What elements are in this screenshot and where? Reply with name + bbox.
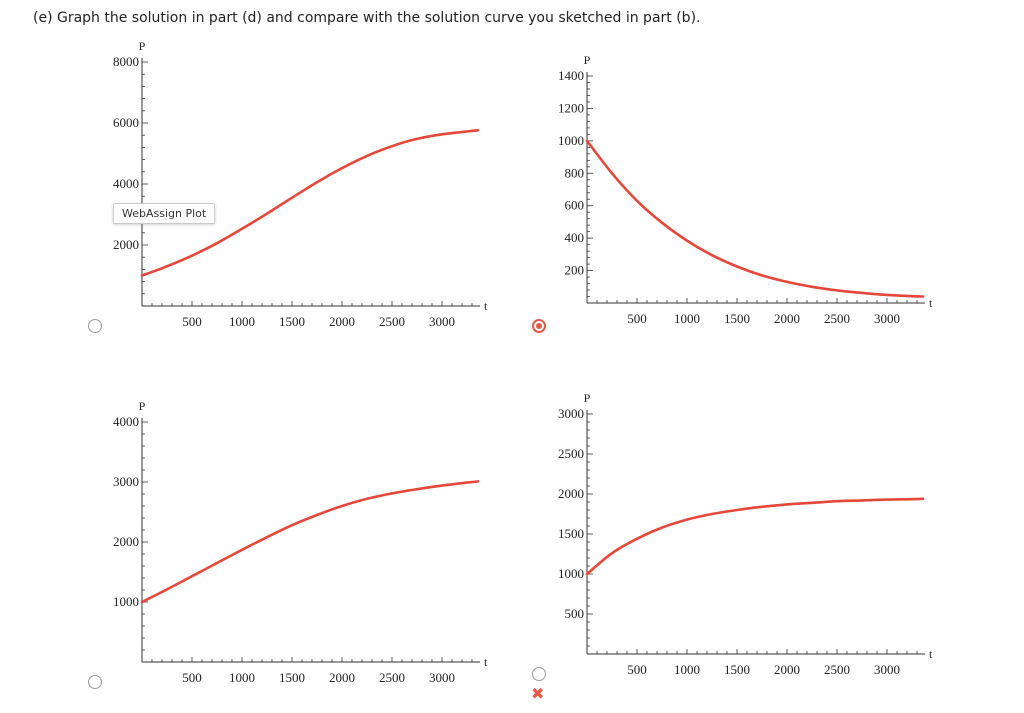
option-a-radio[interactable]: [88, 319, 102, 333]
y-tick-label: 1500: [558, 526, 584, 541]
x-tick-label: 1000: [229, 670, 255, 685]
x-tick-label: 1000: [674, 311, 700, 326]
y-tick-label: 8000: [113, 54, 139, 69]
solution-curve: [587, 499, 923, 574]
x-tick-label: 1000: [674, 662, 700, 677]
x-tick-label: 2500: [824, 662, 850, 677]
y-tick-label: 600: [564, 197, 584, 213]
x-tick-label: 1500: [279, 314, 305, 329]
x-tick-label: 500: [182, 670, 202, 685]
solution-curve: [142, 481, 478, 602]
y-tick-label: 1400: [558, 68, 584, 83]
y-tick-label: 2500: [558, 446, 584, 461]
incorrect-x-icon: ✖: [531, 684, 545, 703]
y-axis-label: P: [583, 391, 591, 405]
x-tick-label: 2500: [824, 311, 850, 326]
x-tick-label: 1000: [229, 314, 255, 329]
y-tick-label: 2000: [558, 486, 584, 501]
x-tick-label: 3000: [874, 662, 900, 677]
x-tick-label: 2000: [329, 670, 355, 685]
y-tick-label: 200: [564, 262, 584, 278]
x-tick-label: 2000: [774, 311, 800, 326]
x-tick-label: 500: [627, 311, 647, 326]
y-tick-label: 2000: [113, 237, 139, 252]
x-tick-label: 500: [627, 662, 647, 677]
x-axis-label: t: [929, 296, 933, 310]
plot-c: [80, 378, 510, 683]
question-text: (e) Graph the solution in part (d) and compare with the solution curve you sketched in part (b).: [33, 10, 701, 26]
webassign-plot-tooltip: WebAssign Plot: [113, 203, 215, 224]
x-tick-label: 500: [182, 314, 202, 329]
y-axis-label: P: [583, 53, 591, 67]
y-tick-label: 4000: [113, 414, 139, 429]
x-tick-label: 2000: [329, 314, 355, 329]
y-tick-label: 800: [564, 165, 584, 181]
x-axis-label: t: [484, 299, 488, 313]
y-tick-label: 1200: [558, 100, 584, 116]
y-tick-label: 6000: [113, 115, 139, 130]
y-tick-label: 400: [564, 230, 584, 246]
y-tick-label: 1000: [558, 132, 584, 148]
x-tick-label: 3000: [429, 314, 455, 329]
y-tick-label: 3000: [113, 474, 139, 489]
x-tick-label: 2000: [774, 662, 800, 677]
plot-d: [525, 378, 955, 678]
x-tick-label: 2500: [379, 314, 405, 329]
x-tick-label: 3000: [874, 311, 900, 326]
option-c-radio[interactable]: [88, 675, 102, 689]
option-d-radio[interactable]: [532, 667, 546, 681]
y-axis-label: P: [138, 399, 146, 413]
x-axis-label: t: [929, 647, 933, 661]
y-tick-label: 3000: [558, 406, 584, 421]
x-tick-label: 3000: [429, 670, 455, 685]
plot-a: [80, 30, 510, 330]
y-tick-label: 1000: [113, 594, 139, 609]
x-axis-label: t: [484, 655, 488, 669]
x-tick-label: 1500: [724, 662, 750, 677]
plot-b: [525, 30, 955, 330]
x-tick-label: 2500: [379, 670, 405, 685]
x-tick-label: 1500: [279, 670, 305, 685]
x-tick-label: 1500: [724, 311, 750, 326]
y-tick-label: 1000: [558, 566, 584, 581]
y-axis-label: P: [138, 39, 146, 53]
y-tick-label: 2000: [113, 534, 139, 549]
y-tick-label: 4000: [113, 176, 139, 191]
solution-curve: [587, 141, 923, 297]
option-b-radio[interactable]: [532, 319, 546, 333]
y-tick-label: 500: [564, 606, 584, 621]
